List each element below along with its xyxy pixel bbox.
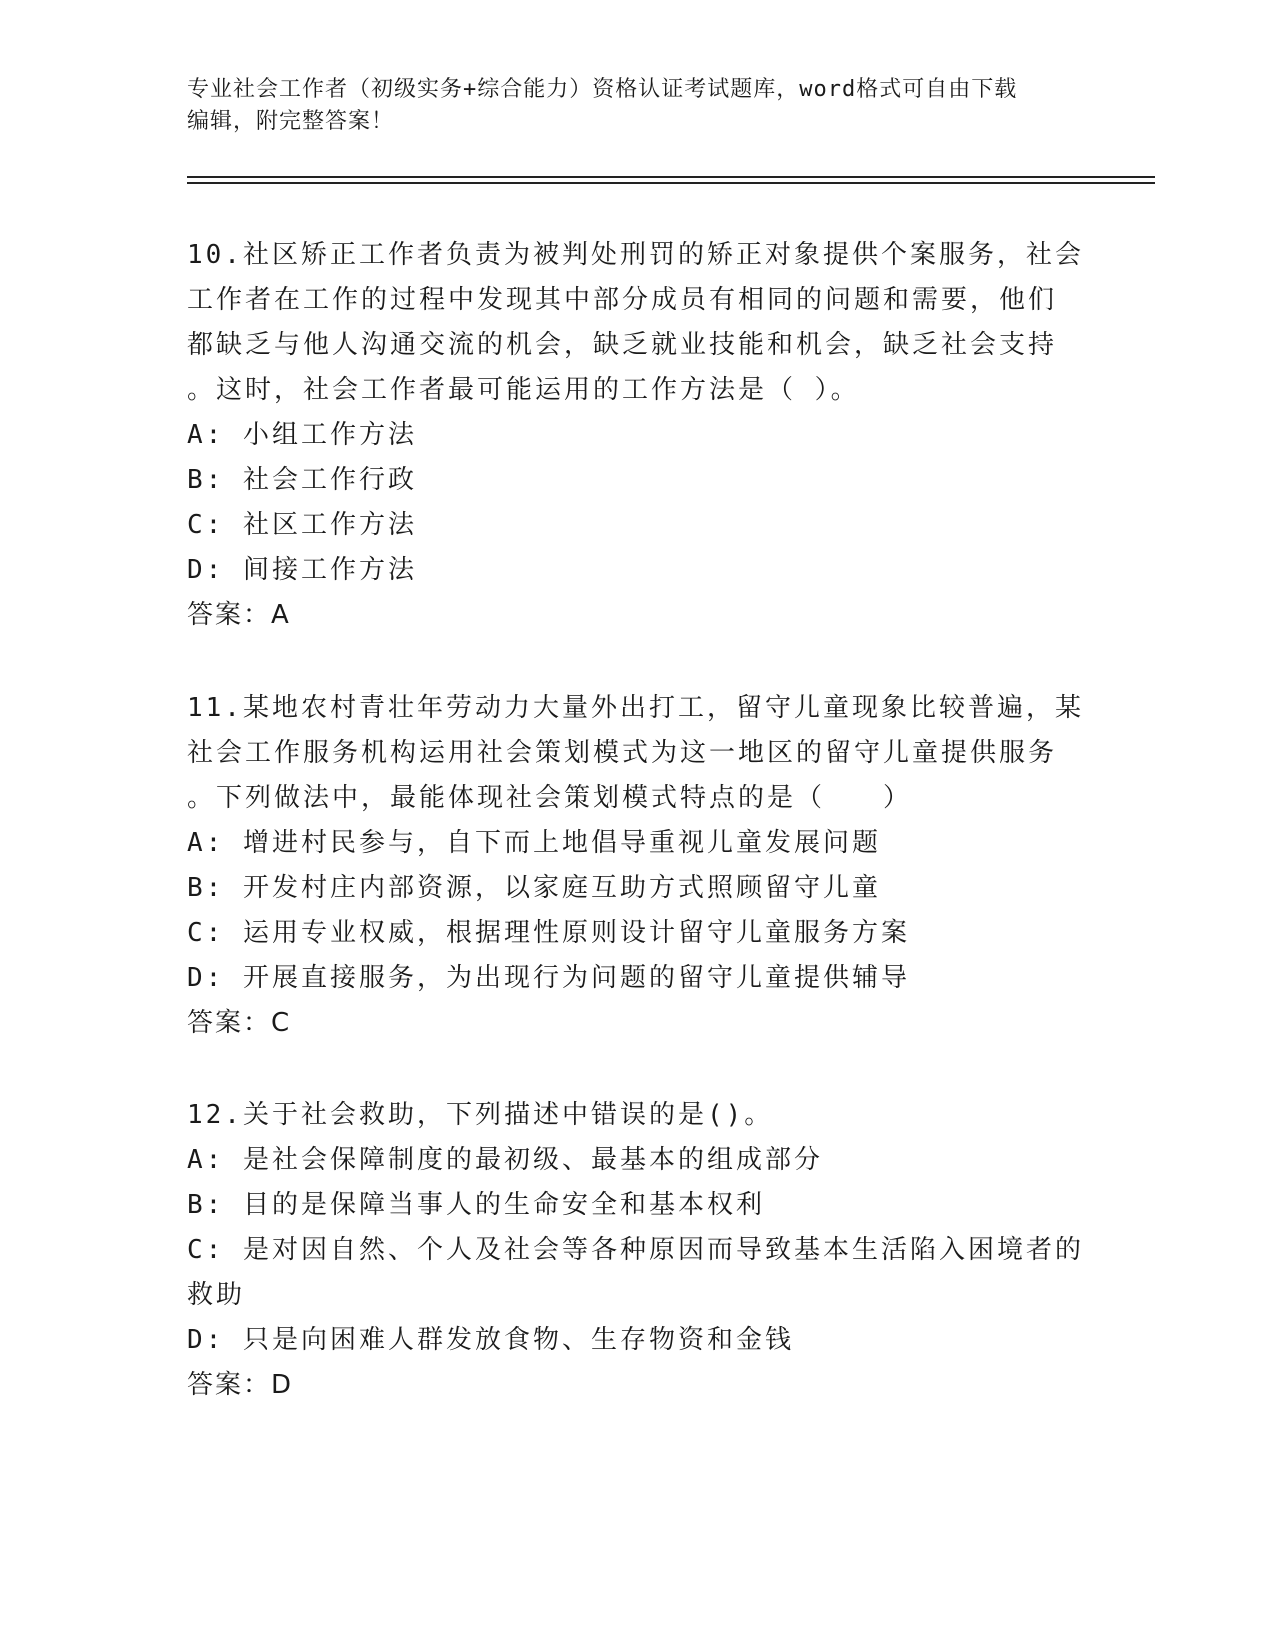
option-c-continued: 救助: [187, 1280, 246, 1310]
option-d: D: 只是向困难人群发放食物、生存物资和金钱: [187, 1325, 794, 1355]
question-11: [187, 686, 1087, 1046]
question-12: [187, 1093, 1087, 1408]
option-b: B: 目的是保障当事人的生命安全和基本权利: [187, 1190, 765, 1220]
header-divider: [187, 182, 1155, 184]
option-c: C: 运用专业权威，根据理性原则设计留守儿童服务方案: [187, 918, 910, 948]
question-stem: 工作者在工作的过程中发现其中部分成员有相同的问题和需要，他们: [187, 285, 1058, 315]
question-stem: 11.某地农村青壮年劳动力大量外出打工，留守儿童现象比较普遍，某: [187, 693, 1084, 723]
question-stem: 。这时，社会工作者最可能运用的工作方法是（ ）。: [187, 375, 860, 405]
option-b: B: 社会工作行政: [187, 465, 417, 495]
question-stem: 。下列做法中，最能体现社会策划模式特点的是（ ）: [187, 783, 913, 813]
header-divider: [187, 176, 1155, 178]
option-d: D: 开展直接服务，为出现行为问题的留守儿童提供辅导: [187, 963, 910, 993]
question-stem: 社会工作服务机构运用社会策划模式为这一地区的留守儿童提供服务: [187, 738, 1058, 768]
question-stem: 都缺乏与他人沟通交流的机会，缺乏就业技能和机会，缺乏社会支持: [187, 330, 1058, 360]
question-stem: 12.关于社会救助，下列描述中错误的是()。: [187, 1100, 774, 1130]
question-stem: 10.社区矫正工作者负责为被判处刑罚的矫正对象提供个案服务，社会: [187, 240, 1084, 270]
question-10: [187, 233, 1087, 638]
option-b: B: 开发村庄内部资源，以家庭互助方式照顾留守儿童: [187, 873, 881, 903]
document-header: [187, 74, 1087, 138]
header-line: 专业社会工作者（初级实务+综合能力）资格认证考试题库，word格式可自由下载: [187, 77, 1018, 102]
option-d: D: 间接工作方法: [187, 555, 417, 585]
option-a: A: 增进村民参与，自下而上地倡导重视儿童发展问题: [187, 828, 881, 858]
option-c: C: 社区工作方法: [187, 510, 417, 540]
answer-line: 答案：C: [187, 1008, 292, 1038]
header-line: 编辑，附完整答案！: [187, 109, 395, 134]
answer-line: 答案：D: [187, 1370, 294, 1400]
option-a: A: 是社会保障制度的最初级、最基本的组成部分: [187, 1145, 823, 1175]
option-a: A: 小组工作方法: [187, 420, 417, 450]
option-c: C: 是对因自然、个人及社会等各种原因而导致基本生活陷入困境者的: [187, 1235, 1084, 1265]
answer-line: 答案：A: [187, 600, 291, 630]
